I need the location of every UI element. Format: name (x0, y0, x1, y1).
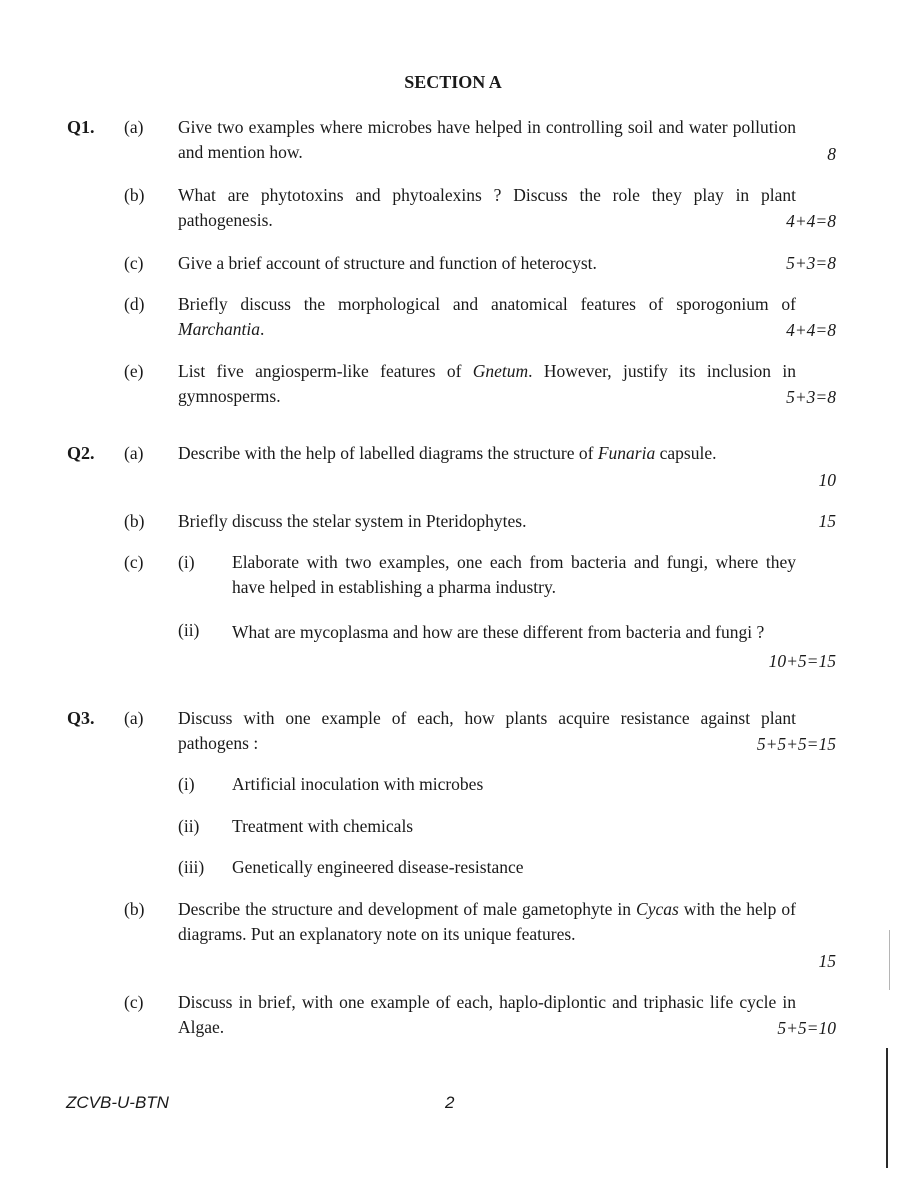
q3-a-item-label: (iii) (178, 857, 205, 877)
q2-c-ii-label: (ii) (178, 620, 200, 640)
q3-a-item-label: (ii) (178, 816, 200, 836)
genus-name: Cycas (636, 899, 679, 919)
q3-b-marks: 15 (818, 951, 836, 971)
page-number: 2 (445, 1093, 455, 1112)
q3-a-item-text: Artificial inoculation with microbes (232, 774, 484, 794)
q3-b-label: (b) (124, 899, 145, 919)
q2-c-i-label: (i) (178, 552, 195, 572)
q2-c-marks: 10+5=15 (768, 651, 836, 671)
q3-a-marks: 5+5+5=15 (756, 734, 836, 754)
q2-a-text: Describe with the help of labelled diagrams the structure of Funaria capsule. (178, 443, 717, 463)
q1-e-text: List five angiosperm-like features of Gnetum. However, justify its inclusion in gymnosperms. (178, 361, 796, 406)
q1-e-label: (e) (124, 361, 144, 381)
question-number-q1: Q1. (67, 117, 95, 137)
q3-c-label: (c) (124, 992, 144, 1012)
q3-c-text: Discuss in brief, with one example of each, haplo-diplontic and triphasic life cycle in Algae. (178, 992, 796, 1037)
q1-c-label: (c) (124, 253, 144, 273)
q2-b-marks: 15 (818, 511, 836, 531)
genus-name: Marchantia (178, 319, 260, 339)
q1-d-marks: 4+4=8 (786, 320, 836, 340)
q2-b-label: (b) (124, 511, 145, 531)
q2-c-label: (c) (124, 552, 144, 572)
q3-c-marks: 5+5=10 (777, 1018, 836, 1038)
q1-e-marks: 5+3=8 (786, 387, 836, 407)
section-title: SECTION A (404, 72, 502, 92)
q1-a-marks: 8 (827, 144, 836, 164)
q3-b-text: Describe the structure and development of male gametophyte in Cycas with the help of diagrams. Put an explanatory note on its unique features. (178, 899, 796, 944)
q3-a-item-label: (i) (178, 774, 195, 794)
q2-c-ii-text: What are mycoplasma and how are these different from bacteria and fungi ? (232, 622, 765, 642)
q1-b-text: What are phytotoxins and phytoalexins ? Discuss the role they play in plant pathogenesis. (178, 185, 796, 230)
paper-code: ZCVB-U-BTN (66, 1093, 169, 1112)
q3-a-item-text: Genetically engineered disease-resistance (232, 857, 524, 877)
scan-edge-mark (889, 930, 890, 990)
q3-a-text: Discuss with one example of each, how plants acquire resistance against plant pathogens : (178, 708, 796, 753)
q2-b-text: Briefly discuss the stelar system in Pteridophytes. (178, 511, 527, 531)
q2-a-label: (a) (124, 443, 144, 463)
q1-a-text: Give two examples where microbes have helped in controlling soil and water pollution and mention how. (178, 117, 796, 162)
q1-c-marks: 5+3=8 (786, 253, 836, 273)
q1-d-text: Briefly discuss the morphological and anatomical features of sporogonium of Marchantia. (178, 294, 796, 339)
q3-a-label: (a) (124, 708, 144, 728)
q1-a-label: (a) (124, 117, 144, 137)
scan-edge-mark (886, 1048, 888, 1168)
genus-name: Funaria (597, 443, 656, 463)
q2-a-marks: 10 (818, 470, 836, 490)
q2-c-i-text: Elaborate with two examples, one each from bacteria and fungi, where they have helped in establishing a pharma industry. (232, 552, 796, 597)
question-number-q3: Q3. (67, 708, 95, 728)
genus-name: Gnetum (472, 361, 529, 381)
q1-b-marks: 4+4=8 (786, 211, 836, 231)
q3-a-item-text: Treatment with chemicals (232, 816, 414, 836)
q1-d-label: (d) (124, 294, 145, 314)
question-number-q2: Q2. (67, 443, 95, 463)
q1-b-label: (b) (124, 185, 145, 205)
q1-c-text: Give a brief account of structure and function of heterocyst. (178, 253, 597, 273)
